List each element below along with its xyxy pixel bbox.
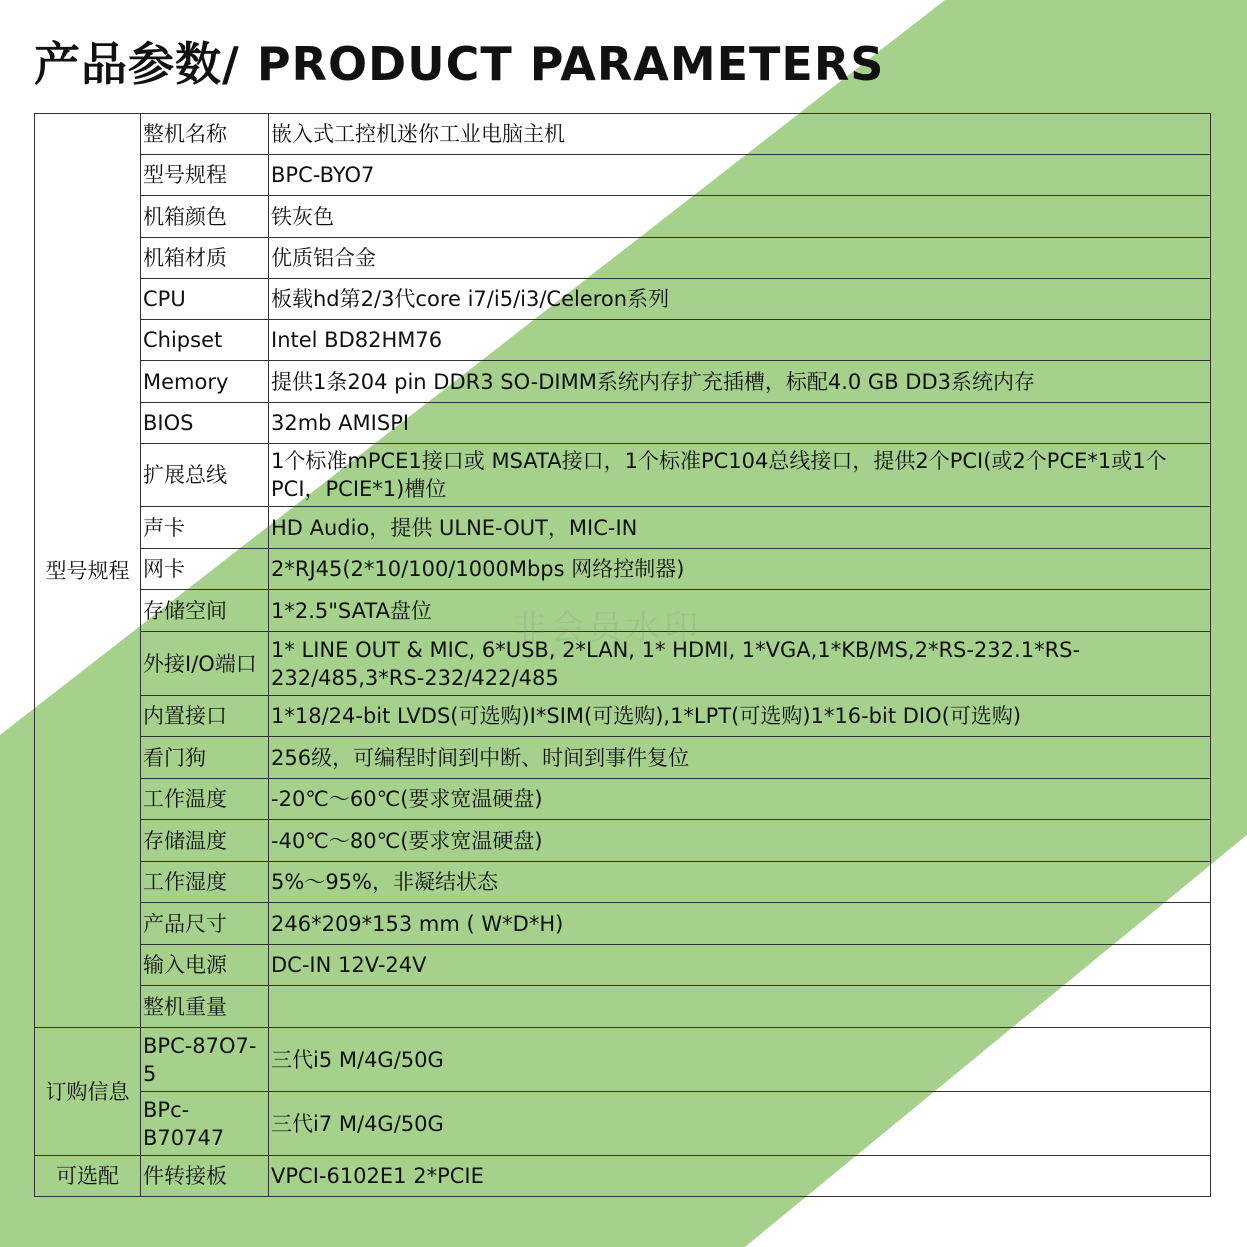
table-row [35, 779, 1211, 820]
row-label: CPU [141, 279, 269, 320]
table-row [35, 862, 1211, 903]
table-row [35, 1028, 1211, 1092]
watermark: 非会员水印 [512, 608, 702, 648]
row-label: BPC-87O7-5 [141, 1028, 269, 1092]
table-row [35, 1092, 1211, 1156]
table-row [35, 238, 1211, 279]
row-value: 246*209*153 mm ( W*D*H) [269, 903, 1211, 945]
row-label: 看门狗 [141, 737, 269, 779]
row-label: 产品尺寸 [141, 903, 269, 945]
product-parameters-table [34, 113, 1211, 1197]
row-label: 机箱材质 [141, 238, 269, 279]
row-value: 256级，可编程时间到中断、时间到事件复位 [269, 737, 1211, 779]
page-title: 产品参数/ PRODUCT PARAMETERS [34, 37, 885, 91]
table-row [35, 444, 1211, 507]
row-label: 整机名称 [141, 114, 269, 155]
table-row [35, 696, 1211, 737]
row-value: 三代i7 M/4G/50G [269, 1092, 1211, 1156]
row-label: 网卡 [141, 549, 269, 590]
row-value: -40℃～80℃(要求宽温硬盘) [269, 820, 1211, 862]
row-label: 声卡 [141, 507, 269, 549]
table-row [35, 114, 1211, 155]
row-label: 存储空间 [141, 590, 269, 632]
row-label: 外接I/O端口 [141, 632, 269, 696]
row-value: -20℃～60℃(要求宽温硬盘) [269, 779, 1211, 820]
table-row [35, 361, 1211, 403]
row-value: 三代i5 M/4G/50G [269, 1028, 1211, 1092]
row-value: 1*18/24-bit LVDS(可选购)I*SIM(可选购),1*LPT(可选购)1*16-bit DIO(可选购) [269, 696, 1211, 737]
row-value: Intel BD82HM76 [269, 320, 1211, 361]
table-row [35, 945, 1211, 986]
row-label: 机箱颜色 [141, 196, 269, 238]
row-value: 嵌入式工控机迷你工业电脑主机 [269, 114, 1211, 155]
row-value: 1*2.5"SATA盘位 [269, 590, 1211, 632]
row-value: 5%～95%，非凝结状态 [269, 862, 1211, 903]
row-label: 存储温度 [141, 820, 269, 862]
row-label: 件转接板 [141, 1156, 269, 1197]
table-row [35, 903, 1211, 945]
row-label: 工作温度 [141, 779, 269, 820]
table-row [35, 320, 1211, 361]
row-value: 板载hd第2/3代core i7/i5/i3/Celeron系列 [269, 279, 1211, 320]
row-label: 内置接口 [141, 696, 269, 737]
group-cell-order: 订购信息 [35, 1028, 141, 1156]
group-cell-optional: 可选配 [35, 1156, 141, 1197]
table-row [35, 986, 1211, 1028]
table-row [35, 403, 1211, 444]
row-label: 扩展总线 [141, 444, 269, 507]
row-label: 工作湿度 [141, 862, 269, 903]
row-value [269, 986, 1211, 1028]
group-cell-spec: 型号规程 [35, 114, 141, 1028]
table-row [35, 507, 1211, 549]
row-value: BPC-BYO7 [269, 155, 1211, 196]
row-label: 整机重量 [141, 986, 269, 1028]
table-row [35, 155, 1211, 196]
row-value: 铁灰色 [269, 196, 1211, 238]
row-label: 输入电源 [141, 945, 269, 986]
table-row [35, 196, 1211, 238]
row-value: 1* LINE OUT & MIC, 6*USB, 2*LAN, 1* HDMI, 1*VGA,1*KB/MS,2*RS-232.1*RS-232/485,3*RS-232/422/485 [269, 632, 1211, 696]
row-label: Memory [141, 361, 269, 403]
row-value: 32mb AMISPI [269, 403, 1211, 444]
row-label: 型号规程 [141, 155, 269, 196]
table-row [35, 737, 1211, 779]
row-value: DC-IN 12V-24V [269, 945, 1211, 986]
table-row [35, 820, 1211, 862]
table-row [35, 279, 1211, 320]
row-value: HD Audio，提供 ULNE-OUT，MIC-IN [269, 507, 1211, 549]
row-value: 提供1条204 pin DDR3 SO-DIMM系统内存扩充插槽，标配4.0 GB DD3系统内存 [269, 361, 1211, 403]
row-value: 2*RJ45(2*10/100/1000Mbps 网络控制器) [269, 549, 1211, 590]
row-label: BPc-B70747 [141, 1092, 269, 1156]
row-value: VPCI-6102E1 2*PCIE [269, 1156, 1211, 1197]
row-label: BIOS [141, 403, 269, 444]
row-label: Chipset [141, 320, 269, 361]
row-value: 优质铝合金 [269, 238, 1211, 279]
row-value: 1个标准mPCE1接口或 MSATA接口，1个标准PC104总线接口，提供2个PCI(或2个PCE*1或1个PCI，PCIE*1)槽位 [269, 444, 1211, 507]
table-row [35, 1156, 1211, 1197]
table-row [35, 549, 1211, 590]
